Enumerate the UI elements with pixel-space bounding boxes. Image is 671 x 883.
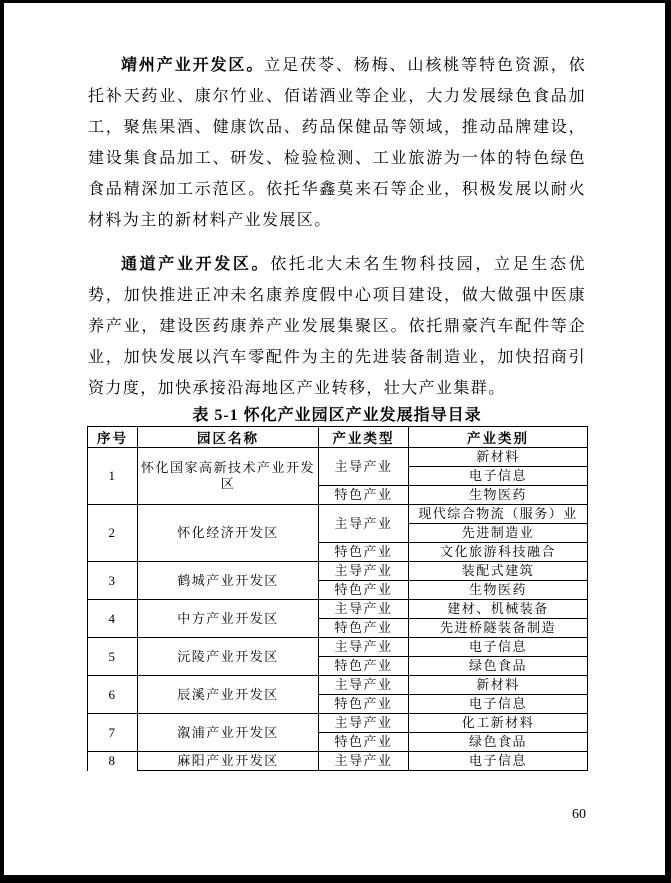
table-row: [88, 638, 588, 657]
industry-category-cell: 生物医药: [409, 581, 588, 600]
industry-type-cell: 主导产业: [319, 676, 409, 695]
industry-category-cell: 电子信息: [409, 752, 588, 771]
paragraph-lead: 通道产业开发区。: [121, 256, 271, 273]
table-header-row: [88, 427, 588, 448]
park-name-cell: 怀化经济开发区: [138, 505, 319, 562]
industry-type-cell: 主导产业: [319, 448, 409, 486]
industry-type-cell: 主导产业: [319, 600, 409, 619]
table-row: [88, 676, 588, 695]
industry-category-cell: 生物医药: [409, 486, 588, 505]
industry-category-cell: 现代综合物流（服务）业: [409, 505, 588, 524]
row-number-cell: 3: [88, 562, 138, 600]
industry-category-cell: 先进桥隧装备制造: [409, 619, 588, 638]
guidance-table: [87, 426, 588, 771]
table-row: [88, 752, 588, 771]
industry-type-cell: 特色产业: [319, 486, 409, 505]
park-name-cell: 溆浦产业开发区: [138, 714, 319, 752]
row-number-cell: 7: [88, 714, 138, 752]
row-number-cell: 4: [88, 600, 138, 638]
paragraph-lead: 靖州产业开发区。: [121, 57, 265, 74]
industry-category-cell: 建材、机械装备: [409, 600, 588, 619]
paragraph-jingzhou: [88, 50, 586, 236]
park-name-cell: 沅陵产业开发区: [138, 638, 319, 676]
table-row: [88, 600, 588, 619]
industry-category-cell: 新材料: [409, 676, 588, 695]
header-serial-number: 序号: [88, 427, 138, 448]
industry-type-cell: 主导产业: [319, 752, 409, 771]
table-caption: 表 5-1 怀化产业园区产业发展指导目录: [192, 407, 482, 424]
paragraph-body: 立足茯苓、杨梅、山核桃等特色资源，依托补天药业、康尔竹业、佰诺酒业等企业，大力发展绿色食品加工，聚焦果酒、健康饮品、药品保健品等领域，推动品牌建设，建设集食品加工、研发、检验检测、工业旅游为一体的特色绿色食品精深加工示范区。依托华鑫莫来石等企业，积极发展以耐火材料为主的新材料产业发展区。: [88, 57, 586, 229]
table-row: [88, 448, 588, 467]
header-industry-type: 产业类型: [319, 427, 409, 448]
park-name-cell: 麻阳产业开发区: [138, 752, 319, 771]
industry-type-cell: 特色产业: [319, 733, 409, 752]
row-number-cell: 1: [88, 448, 138, 505]
table-row: [88, 714, 588, 733]
industry-type-cell: 主导产业: [319, 714, 409, 733]
industry-type-cell: 特色产业: [319, 543, 409, 562]
header-park-name: 园区名称: [138, 427, 319, 448]
row-number-cell: 6: [88, 676, 138, 714]
industry-category-cell: 绿色食品: [409, 657, 588, 676]
header-industry-category: 产业类别: [409, 427, 588, 448]
park-name-cell: 中方产业开发区: [138, 600, 319, 638]
paragraph-tongdao: [88, 249, 586, 404]
industry-category-cell: 新材料: [409, 448, 588, 467]
industry-category-cell: 电子信息: [409, 638, 588, 657]
industry-category-cell: 装配式建筑: [409, 562, 588, 581]
industry-category-cell: 先进制造业: [409, 524, 588, 543]
industry-category-cell: 电子信息: [409, 695, 588, 714]
park-name-cell: 鹤城产业开发区: [138, 562, 319, 600]
industry-category-cell: 电子信息: [409, 467, 588, 486]
park-name-cell: 辰溪产业开发区: [138, 676, 319, 714]
table-row: [88, 562, 588, 581]
industry-type-cell: 主导产业: [319, 638, 409, 657]
industry-type-cell: 特色产业: [319, 619, 409, 638]
industry-type-cell: 特色产业: [319, 657, 409, 676]
park-name-cell: 怀化国家高新技术产业开发区: [138, 448, 319, 505]
paragraph-body: 依托北大未名生物科技园，立足生态优势，加快推进正冲未名康养度假中心项目建设，做大做强中医康养产业，建设医药康养产业发展集聚区。依托鼎豪汽车配件等企业，加快发展以汽车零配件为主的先进装备制造业，加快招商引资力度，加快承接沿海地区产业转移，壮大产业集群。: [88, 256, 586, 397]
industry-type-cell: 主导产业: [319, 562, 409, 581]
page-number: 60: [572, 807, 586, 822]
industry-type-cell: 特色产业: [319, 581, 409, 600]
industry-category-cell: 绿色食品: [409, 733, 588, 752]
industry-type-cell: 特色产业: [319, 695, 409, 714]
industry-category-cell: 文化旅游科技融合: [409, 543, 588, 562]
row-number-cell: 8: [88, 752, 138, 771]
industry-category-cell: 化工新材料: [409, 714, 588, 733]
industry-type-cell: 主导产业: [319, 505, 409, 543]
row-number-cell: 2: [88, 505, 138, 562]
row-number-cell: 5: [88, 638, 138, 676]
guidance-table-body: [88, 448, 588, 771]
table-row: [88, 505, 588, 524]
